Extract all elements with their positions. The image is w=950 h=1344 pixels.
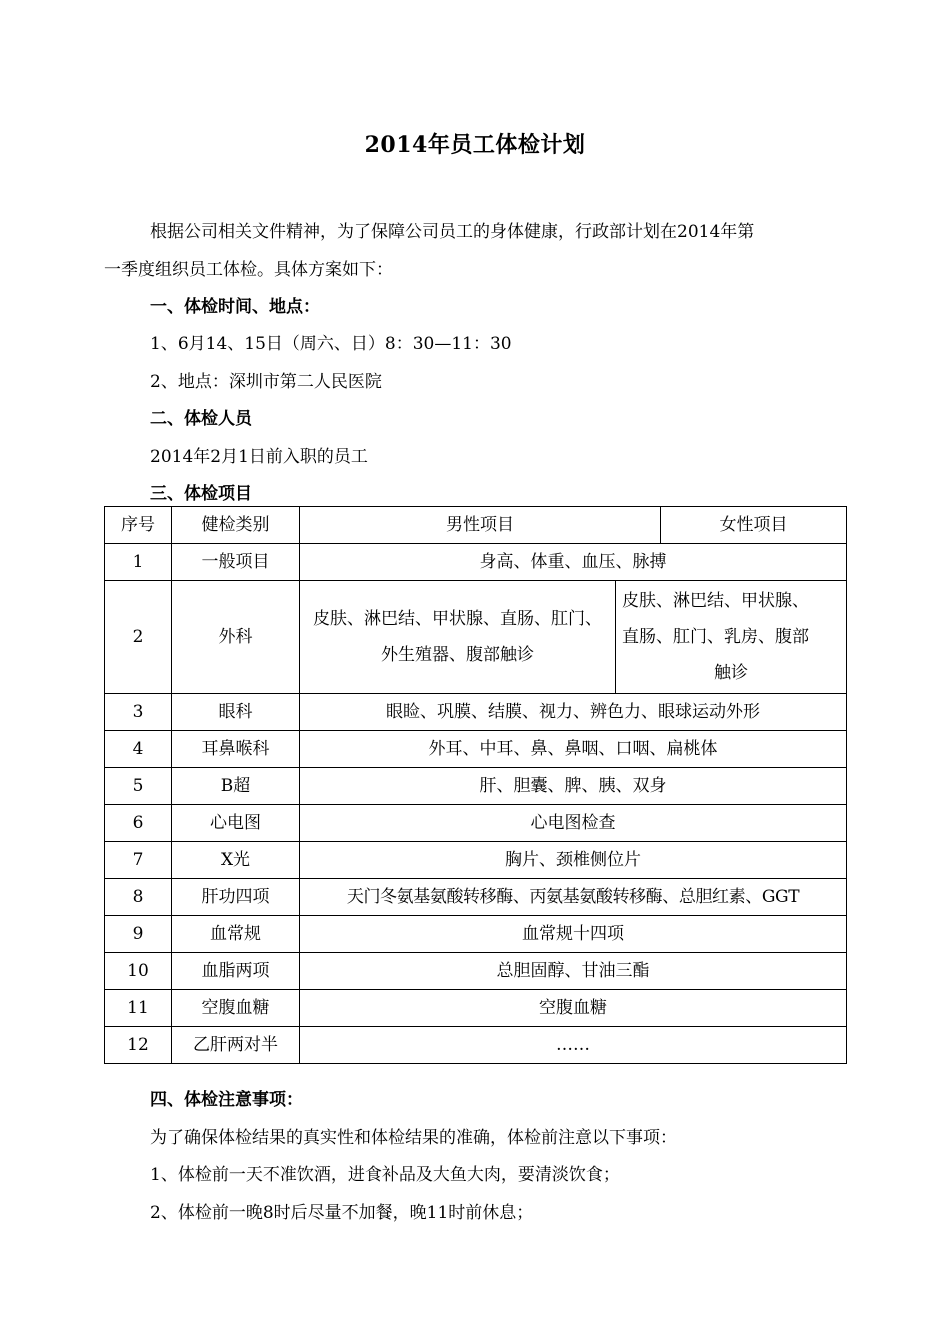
row-category: X光 [172, 842, 300, 879]
row-category: 一般项目 [172, 544, 300, 581]
row-no: 4 [105, 731, 172, 768]
row-no: 9 [105, 916, 172, 953]
header-no: 序号 [105, 507, 172, 544]
table-row [105, 842, 847, 879]
row-items: 空腹血糖 [300, 990, 847, 1027]
row-category: 心电图 [172, 805, 300, 842]
row-no: 12 [105, 1027, 172, 1064]
header-female-items: 女性项目 [661, 507, 847, 544]
table-row [105, 916, 847, 953]
row-no: 11 [105, 990, 172, 1027]
row-male-items [300, 581, 616, 694]
table-row [105, 805, 847, 842]
row-items: 外耳、中耳、鼻、鼻咽、口咽、扁桃体 [300, 731, 847, 768]
table-row [105, 768, 847, 805]
table-row [105, 694, 847, 731]
row-category: 肝功四项 [172, 879, 300, 916]
row-items: 总胆固醇、甘油三酯 [300, 953, 847, 990]
section-1-heading: 一、体检时间、地点： [150, 297, 320, 317]
table-row [105, 731, 847, 768]
female-items-line-1: 皮肤、淋巴结、甲状腺、 [622, 591, 809, 611]
row-items: …… [300, 1027, 847, 1064]
row-no: 1 [105, 544, 172, 581]
section-4-heading: 四、体检注意事项： [150, 1090, 303, 1110]
table-row [105, 990, 847, 1027]
row-items: 身高、体重、血压、脉搏 [300, 544, 847, 581]
section-3-heading: 三、体检项目 [150, 484, 252, 504]
intro-line-2: 一季度组织员工体检。具体方案如下： [104, 260, 393, 280]
row-items: 心电图检查 [300, 805, 847, 842]
row-category: B超 [172, 768, 300, 805]
table-row [105, 1027, 847, 1064]
row-category: 血常规 [172, 916, 300, 953]
table-header-row [105, 507, 847, 544]
row-category: 乙肝两对半 [172, 1027, 300, 1064]
table-row [105, 544, 847, 581]
section-4-text: 为了确保体检结果的真实性和体检结果的准确，体检前注意以下事项： [150, 1128, 677, 1148]
intro-line-1: 根据公司相关文件精神，为了保障公司员工的身体健康，行政部计划在2014年第 [150, 222, 755, 242]
section-2-heading: 二、体检人员 [150, 409, 252, 429]
row-items: 眼睑、巩膜、结膜、视力、辨色力、眼球运动外形 [300, 694, 847, 731]
section-2-text: 2014年2月1日前入职的员工 [150, 447, 368, 467]
row-category: 血脂两项 [172, 953, 300, 990]
row-category: 耳鼻喉科 [172, 731, 300, 768]
section-4-item-2: 2、体检前一晚8时后尽量不加餐，晚11时前休息； [150, 1203, 534, 1223]
table-row [105, 879, 847, 916]
row-no: 2 [105, 581, 172, 694]
female-items-line-2: 直肠、肛门、乳房、腹部 [622, 627, 809, 647]
male-items-line-2: 外生殖器、腹部触诊 [381, 645, 534, 665]
row-no: 5 [105, 768, 172, 805]
row-category: 眼科 [172, 694, 300, 731]
row-no: 10 [105, 953, 172, 990]
section-1-item-2: 2、地点：深圳市第二人民医院 [150, 372, 382, 392]
row-items: 血常规十四项 [300, 916, 847, 953]
row-no: 3 [105, 694, 172, 731]
row-items: 肝、胆囊、脾、胰、双身 [300, 768, 847, 805]
checkup-items-table [104, 506, 847, 1064]
section-1-item-1: 1、6月14、15日（周六、日）8：30—11：30 [150, 334, 512, 354]
section-4-item-1: 1、体检前一天不准饮酒，进食补品及大鱼大肉，要清淡饮食； [150, 1165, 620, 1185]
row-category: 空腹血糖 [172, 990, 300, 1027]
row-no: 8 [105, 879, 172, 916]
row-female-items [616, 581, 847, 694]
row-items: 胸片、颈椎侧位片 [300, 842, 847, 879]
header-category: 健检类别 [172, 507, 300, 544]
female-items-line-3: 触诊 [714, 663, 748, 683]
row-no: 7 [105, 842, 172, 879]
header-male-items: 男性项目 [300, 507, 661, 544]
document-title: 2014年员工体检计划 [364, 132, 586, 158]
row-category: 外科 [172, 581, 300, 694]
table-row [105, 581, 847, 694]
row-no: 6 [105, 805, 172, 842]
table-row [105, 953, 847, 990]
male-items-line-1: 皮肤、淋巴结、甲状腺、直肠、肛门、 [313, 609, 602, 629]
row-items: 天门冬氨基氨酸转移酶、丙氨基氨酸转移酶、总胆红素、GGT [300, 879, 847, 916]
